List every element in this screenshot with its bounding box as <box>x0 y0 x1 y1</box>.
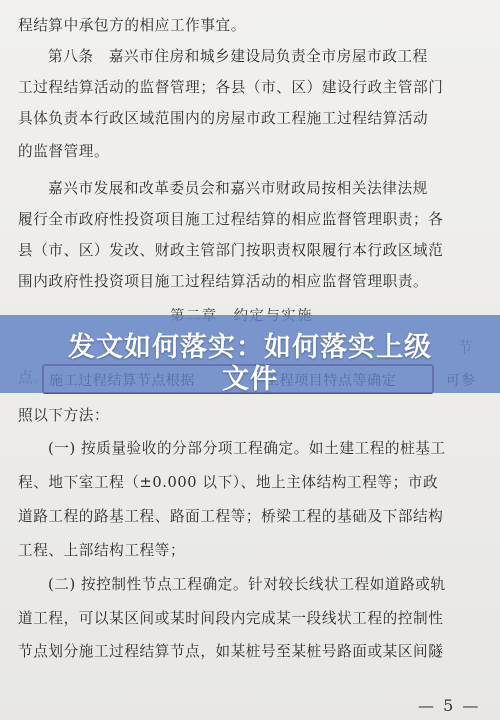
text-line: 履行全市政府性投资项目施工过程结算的相应监督管理职责；各 <box>18 211 444 228</box>
text-line: 工程、上部结构工程等； <box>18 542 186 559</box>
text-line: (二) 按控制性节点工程确定。针对较长线状工程如道路或轨 <box>48 576 446 593</box>
text-line: 县（市、区）发改、财政主管部门按职责权限履行本行政区域范 <box>18 242 444 259</box>
text-line: 嘉兴市发展和改革委员会和嘉兴市财政局按相关法律法规 <box>48 180 428 197</box>
banner-title-line-2: 文件 <box>222 364 278 395</box>
text-line: 程、地下室工程（±0.000 以下）、地上主体结构工程等；市政 <box>18 474 439 491</box>
text-line: 照以下方法： <box>18 407 110 424</box>
text-line: 具体负责本行政区域范围内的房屋市政工程施工过程结算活动 <box>18 110 429 127</box>
text-line: 节点划分施工过程结算节点，如某桩号至某桩号路面或某区间隧 <box>18 643 444 660</box>
banner-title-line-1: 发文如何落实：如何落实上级 <box>68 332 432 363</box>
text-line: 道工程，可以某区间或某时间段内完成某一段线状工程的控制性 <box>18 610 444 627</box>
text-line: 的监督管理。 <box>18 143 110 160</box>
text-line: 工过程结算活动的监督管理；各县（市、区）建设行政主管部门 <box>18 79 444 96</box>
text-line: 程结算中承包方的相应工作事宜。 <box>18 17 246 34</box>
text-line: 第八条 嘉兴市住房和城乡建设局负责全市房屋市政工程 <box>48 48 428 65</box>
text-line: 围内政府性投资项目施工过程结算活动的相应监督管理职责。 <box>18 273 429 290</box>
page-number: — 5 — <box>418 696 481 715</box>
text-line: (一) 按质量验收的分部分项工程确定。如土建工程的桩基工 <box>48 440 446 457</box>
text-line: 道路工程的路基工程、路面工程等；桥梁工程的基础及下部结构 <box>18 508 444 525</box>
